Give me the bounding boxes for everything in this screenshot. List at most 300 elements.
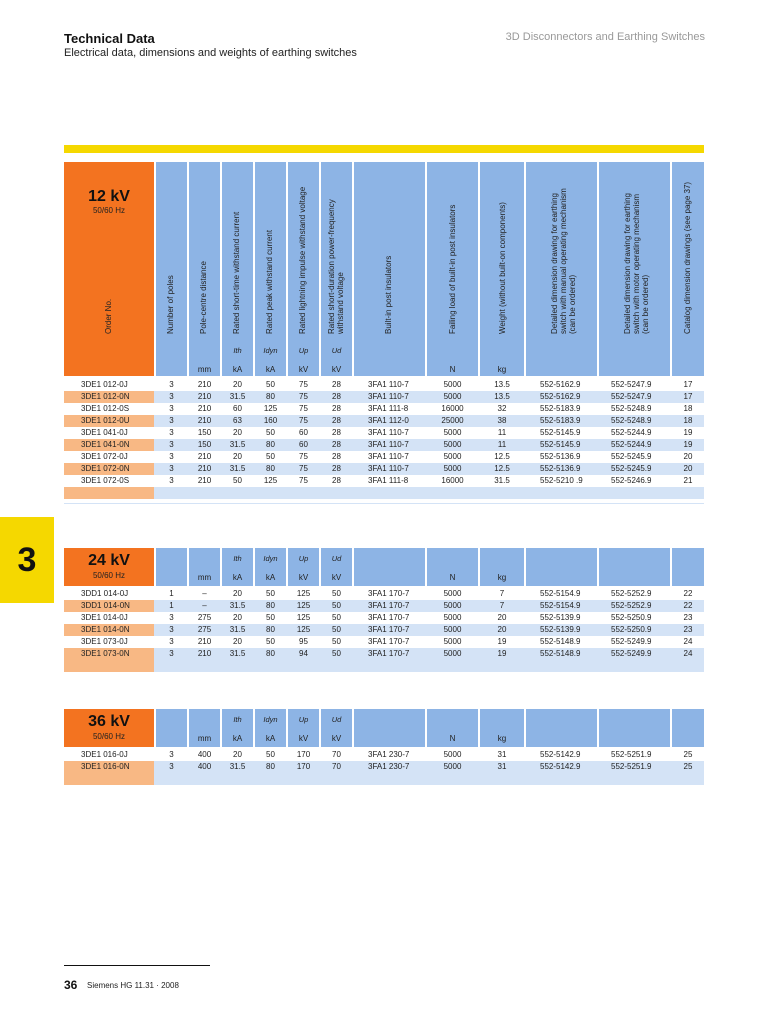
insulator-cell: 3FA1 170-7 <box>368 637 410 646</box>
lightning-cell: 75 <box>299 476 308 485</box>
short-time-cell: 60 <box>233 404 242 413</box>
up-symbol: Up <box>298 554 309 563</box>
centre-cell: 210 <box>197 464 212 473</box>
catalog-drawing-cell: 23 <box>683 613 693 622</box>
manual-drawing-cell: 552-5145.9 <box>540 428 581 437</box>
insulator-cell: 3FA1 110-7 <box>368 380 409 389</box>
lightning-cell: 75 <box>299 404 308 413</box>
poles-cell: 3 <box>169 625 174 634</box>
order-no-cell: 3DE1 016-0J <box>81 750 128 759</box>
manual-label-1: Detailed dimension drawing for earthing <box>550 193 559 334</box>
failing-header <box>427 709 478 747</box>
short-time-header <box>222 162 253 376</box>
insulators-label: Built-in post insulators <box>384 255 393 334</box>
poles-cell: 1 <box>169 601 174 610</box>
mm-unit: mm <box>197 734 212 743</box>
order-no-cell: 3DD1 014-0J <box>81 589 129 598</box>
lightning-cell: 94 <box>299 649 308 658</box>
peak-cell: 50 <box>266 637 275 646</box>
table-row <box>64 427 704 439</box>
peak-cell: 80 <box>266 762 275 771</box>
ka-unit: kA <box>265 734 276 743</box>
catalog-drawing-cell: 22 <box>683 601 693 610</box>
table-row <box>64 600 704 612</box>
table-row <box>64 451 704 463</box>
lightning-cell: 60 <box>299 428 308 437</box>
catalog-header <box>672 709 704 747</box>
power-freq-cell: 28 <box>332 440 341 449</box>
frequency-label: 50/60 Hz <box>92 732 126 741</box>
up-symbol: Up <box>298 715 309 724</box>
centre-cell: 400 <box>197 750 212 759</box>
lightning-cell: 125 <box>296 613 311 622</box>
motor-drawing-header <box>599 548 670 586</box>
failing-load-cell: 5000 <box>443 601 462 610</box>
up-symbol: Up <box>298 346 309 355</box>
motor-drawing-cell: 552-5249.9 <box>611 637 652 646</box>
manual-drawing-cell: 552-5210 .9 <box>540 476 583 485</box>
manual-drawing-header <box>526 548 597 586</box>
order-no-cell: 3DE1 072-0S <box>81 476 130 485</box>
table-end-row <box>64 487 704 499</box>
insulator-cell: 3FA1 170-7 <box>368 649 410 658</box>
failing-load-cell: 5000 <box>443 392 462 401</box>
kv-unit: kV <box>331 734 342 743</box>
catalog-drawing-cell: 20 <box>683 464 693 473</box>
centre-cell: – <box>202 601 207 610</box>
weight-cell: 32 <box>497 404 507 413</box>
motor-drawing-header <box>599 162 670 376</box>
chapter-tab: 3 <box>0 517 54 603</box>
motor-drawing-cell: 552-5245.9 <box>611 452 652 461</box>
failing-load-cell: 5000 <box>443 464 462 473</box>
failing-load-cell: 5000 <box>443 750 462 759</box>
ka-unit: kA <box>232 734 243 743</box>
order-no-header: Order No. <box>104 298 113 334</box>
lightning-cell: 75 <box>299 380 308 389</box>
centre-cell: 210 <box>197 637 212 646</box>
insulator-cell: 3FA1 170-7 <box>368 589 410 598</box>
failing-load-cell: 16000 <box>441 476 464 485</box>
idyn-symbol: Idyn <box>263 554 278 563</box>
table-row <box>64 588 704 600</box>
centre-cell: 150 <box>197 428 212 437</box>
insulator-cell: 3FA1 111-8 <box>368 476 409 485</box>
weight-label: Weight (without built-on components) <box>498 202 507 334</box>
centre-label: Pole-centre distance <box>199 261 208 334</box>
insulator-cell: 3FA1 170-7 <box>368 613 410 622</box>
motor-drawing-cell: 552-5248.9 <box>611 404 652 413</box>
publication-ref: Siemens HG 11.31 · 2008 <box>87 981 179 990</box>
centre-cell: 400 <box>197 762 212 771</box>
catalog-drawing-cell: 25 <box>683 750 693 759</box>
ka-unit: kA <box>232 573 243 582</box>
lightning-header <box>288 709 319 747</box>
power-freq-cell: 28 <box>332 392 341 401</box>
catalog-drawing-cell: 17 <box>683 392 693 401</box>
short-time-label: Rated short-time withstand current <box>232 211 241 334</box>
manual-drawing-cell: 552-5162.9 <box>540 380 581 389</box>
failing-load-cell: 5000 <box>443 762 462 771</box>
kv-unit: kV <box>298 573 309 582</box>
failing-load-cell: 5000 <box>443 452 462 461</box>
peak-cell: 125 <box>263 476 278 485</box>
catalog-drawing-cell: 21 <box>683 476 693 485</box>
order-no-cell: 3DE1 012-0U <box>64 415 154 427</box>
section-heading: 3D Disconnectors and Earthing Switches <box>505 31 705 43</box>
catalog-drawing-cell: 22 <box>683 589 693 598</box>
motor-drawing-cell: 552-5247.9 <box>611 380 652 389</box>
power-freq-cell: 50 <box>332 625 341 634</box>
voltage-label: 24 kV <box>88 552 130 569</box>
kv-unit: kV <box>298 365 309 374</box>
motor-drawing-header <box>599 709 670 747</box>
kg-unit: kg <box>497 365 507 374</box>
short-time-cell: 50 <box>233 476 242 485</box>
poles-header <box>156 548 187 586</box>
table-row <box>64 475 704 487</box>
poles-cell: 3 <box>169 452 174 461</box>
order-no-filler <box>64 487 154 499</box>
catalog-header <box>672 548 704 586</box>
weight-cell: 31.5 <box>494 476 510 485</box>
table-row <box>64 415 704 427</box>
motor-drawing-cell: 552-5244.9 <box>611 440 652 449</box>
table-row <box>64 379 704 391</box>
poles-cell: 1 <box>169 589 174 598</box>
order-no-cell: 3DE1 041-0N <box>64 439 154 451</box>
order-no-cell: 3DE1 012-0J <box>81 380 128 389</box>
short-time-cell: 20 <box>233 380 242 389</box>
kv-unit: kV <box>298 734 309 743</box>
insulator-cell: 3FA1 110-7 <box>368 440 409 449</box>
catalog-label: Catalog dimension drawings (see page 37) <box>683 181 692 334</box>
short-time-cell: 20 <box>233 750 242 759</box>
power-freq-header <box>321 548 352 586</box>
short-time-cell: 20 <box>233 452 242 461</box>
manual-label-3: (can be ordered) <box>568 274 577 334</box>
weight-cell: 7 <box>499 589 505 598</box>
catalog-header <box>672 162 704 376</box>
motor-drawing-cell: 552-5251.9 <box>611 762 652 771</box>
peak-cell: 160 <box>263 416 278 425</box>
manual-drawing-cell: 552-5183.9 <box>540 416 581 425</box>
peak-cell: 50 <box>266 589 275 598</box>
short-time-header <box>222 548 253 586</box>
poles-cell: 3 <box>169 637 174 646</box>
motor-drawing-cell: 552-5248.9 <box>611 416 652 425</box>
poles-cell: 3 <box>169 428 174 437</box>
centre-cell: 210 <box>197 416 212 425</box>
catalog-drawing-cell: 25 <box>683 762 693 771</box>
manual-drawing-cell: 552-5154.9 <box>540 601 581 610</box>
order-no-cell: 3DE1 072-0J <box>81 452 128 461</box>
weight-header <box>480 548 524 586</box>
centre-cell: 210 <box>197 649 212 658</box>
peak-cell: 50 <box>266 452 275 461</box>
failing-load-cell: 5000 <box>443 589 462 598</box>
manual-drawing-cell: 552-5148.9 <box>540 637 581 646</box>
motor-drawing-cell: 552-5252.9 <box>611 589 652 598</box>
order-no-cell: 3DE1 073-0J <box>81 637 128 646</box>
power-freq-cell: 28 <box>332 404 341 413</box>
voltage-cell <box>64 709 154 747</box>
weight-cell: 11 <box>497 428 507 437</box>
centre-header <box>189 709 220 747</box>
manual-drawing-cell: 552-5136.9 <box>540 464 581 473</box>
short-time-cell: 31.5 <box>229 762 246 771</box>
poles-cell: 3 <box>169 649 174 658</box>
ka-unit: kA <box>265 365 276 374</box>
table-row <box>64 391 704 403</box>
insulator-cell: 3FA1 110-7 <box>368 464 409 473</box>
insulator-cell: 3FA1 112-0 <box>368 416 409 425</box>
peak-cell: 50 <box>266 613 275 622</box>
lightning-cell: 125 <box>296 589 311 598</box>
manual-drawing-header <box>526 709 597 747</box>
short-time-header <box>222 709 253 747</box>
motor-drawing-cell: 552-5245.9 <box>611 464 652 473</box>
poles-header <box>156 162 187 376</box>
mm-unit: mm <box>197 365 212 374</box>
weight-cell: 7 <box>499 601 505 610</box>
failing-header <box>427 162 478 376</box>
weight-cell: 20 <box>497 625 507 634</box>
poles-cell: 3 <box>169 762 174 771</box>
power-freq-cell: 28 <box>332 380 341 389</box>
order-no-cell: 3DE1 041-0J <box>81 428 128 437</box>
failing-load-cell: 5000 <box>443 440 462 449</box>
short-time-cell: 63 <box>233 416 242 425</box>
peak-header <box>255 709 286 747</box>
lightning-cell: 125 <box>296 601 311 610</box>
manual-drawing-cell: 552-5183.9 <box>540 404 581 413</box>
weight-cell: 13.5 <box>494 392 510 401</box>
order-no-cell: 3DE1 012-0S <box>81 404 130 413</box>
order-no-cell: 3DE1 014-0J <box>81 613 128 622</box>
peak-cell: 80 <box>266 625 275 634</box>
centre-header <box>189 548 220 586</box>
manual-drawing-cell: 552-5139.9 <box>540 613 581 622</box>
voltage-cell <box>64 162 154 376</box>
n-unit: N <box>449 573 456 582</box>
weight-cell: 12.5 <box>494 464 510 473</box>
table-end-row <box>64 773 704 785</box>
lightning-cell: 75 <box>299 392 308 401</box>
n-unit: N <box>449 365 456 374</box>
insulators-header <box>354 162 425 376</box>
failing-load-cell: 5000 <box>443 428 462 437</box>
page-number: 36 <box>64 978 78 992</box>
peak-header <box>255 162 286 376</box>
centre-cell: 275 <box>197 625 212 634</box>
weight-cell: 19 <box>497 637 507 646</box>
centre-cell: 210 <box>197 476 212 485</box>
order-no-cell: 3DD1 014-0N <box>64 600 154 612</box>
page-title: Technical Data <box>64 31 155 46</box>
ka-unit: kA <box>265 573 276 582</box>
power-freq-cell: 50 <box>332 649 341 658</box>
centre-cell: 210 <box>197 452 212 461</box>
insulator-cell: 3FA1 170-7 <box>368 601 410 610</box>
centre-cell: 210 <box>197 392 212 401</box>
insulator-cell: 3FA1 110-7 <box>368 452 409 461</box>
peak-label: Rated peak withstand current <box>265 229 274 334</box>
failing-label: Failing load of built-in post insulators <box>448 204 457 334</box>
insulator-cell: 3FA1 110-7 <box>368 428 409 437</box>
poles-cell: 3 <box>169 380 174 389</box>
footer-rule <box>64 965 210 966</box>
failing-load-cell: 25000 <box>441 416 464 425</box>
frequency-label: 50/60 Hz <box>92 571 126 580</box>
order-no-filler <box>64 660 154 672</box>
failing-load-cell: 5000 <box>443 649 462 658</box>
insulator-cell: 3FA1 111-8 <box>368 404 409 413</box>
motor-drawing-cell: 552-5250.9 <box>611 625 652 634</box>
manual-drawing-cell: 552-5154.9 <box>540 589 581 598</box>
motor-drawing-cell: 552-5244.9 <box>611 428 652 437</box>
idyn-symbol: Idyn <box>263 346 278 355</box>
insulator-cell: 3FA1 230-7 <box>368 762 410 771</box>
n-unit: N <box>449 734 456 743</box>
order-no-cell: 3DE1 016-0N <box>64 761 154 773</box>
lightning-cell: 75 <box>299 452 308 461</box>
ud-symbol: Ud <box>331 346 342 355</box>
failing-header <box>427 548 478 586</box>
peak-cell: 80 <box>266 392 275 401</box>
peak-header <box>255 548 286 586</box>
short-time-cell: 31.5 <box>229 464 246 473</box>
table-row <box>64 463 704 475</box>
motor-drawing-cell: 552-5247.9 <box>611 392 652 401</box>
centre-header <box>189 162 220 376</box>
table-row <box>64 761 704 773</box>
power-freq-cell: 50 <box>332 613 341 622</box>
lightning-cell: 95 <box>299 637 308 646</box>
manual-drawing-cell: 552-5142.9 <box>540 750 581 759</box>
table-row <box>64 612 704 624</box>
table-row <box>64 403 704 415</box>
peak-cell: 50 <box>266 380 275 389</box>
power-freq-cell: 28 <box>332 428 341 437</box>
motor-label-1: Detailed dimension drawing for earthing <box>623 193 632 334</box>
power-freq-cell: 28 <box>332 452 341 461</box>
catalog-drawing-cell: 17 <box>683 380 693 389</box>
manual-drawing-cell: 552-5139.9 <box>540 625 581 634</box>
order-no-cell: 3DE1 073-0N <box>64 648 154 660</box>
table-row <box>64 439 704 451</box>
peak-cell: 80 <box>266 649 275 658</box>
manual-drawing-cell: 552-5162.9 <box>540 392 581 401</box>
voltage-cell <box>64 548 154 586</box>
table-end-row <box>64 660 704 672</box>
power-freq-label-1: Rated short-duration power-frequency <box>327 199 336 334</box>
poles-cell: 3 <box>169 613 174 622</box>
power-freq-header <box>321 162 352 376</box>
short-time-cell: 31.5 <box>229 440 246 449</box>
peak-cell: 125 <box>263 404 278 413</box>
insulators-header <box>354 709 425 747</box>
short-time-cell: 20 <box>233 637 242 646</box>
power-freq-cell: 70 <box>332 762 341 771</box>
catalog-drawing-cell: 20 <box>683 452 693 461</box>
motor-drawing-cell: 552-5252.9 <box>611 601 652 610</box>
insulator-cell: 3FA1 230-7 <box>368 750 410 759</box>
lightning-header <box>288 162 319 376</box>
short-time-cell: 20 <box>233 613 242 622</box>
motor-drawing-cell: 552-5250.9 <box>611 613 652 622</box>
manual-drawing-cell: 552-5136.9 <box>540 452 581 461</box>
catalog-drawing-cell: 19 <box>683 440 693 449</box>
voltage-label: 12 kV <box>88 188 130 205</box>
power-freq-label-2: withstand voltage <box>336 272 345 334</box>
power-freq-cell: 28 <box>332 476 341 485</box>
motor-label-3: (can be ordered) <box>641 274 650 334</box>
catalog-drawing-cell: 24 <box>683 637 693 646</box>
lightning-cell: 75 <box>299 416 308 425</box>
short-time-cell: 20 <box>233 589 242 598</box>
poles-cell: 3 <box>169 404 174 413</box>
weight-header <box>480 709 524 747</box>
poles-cell: 3 <box>169 440 174 449</box>
table-row <box>64 624 704 636</box>
short-time-cell: 31.5 <box>229 649 246 658</box>
poles-cell: 3 <box>169 392 174 401</box>
peak-cell: 80 <box>266 464 275 473</box>
kv-unit: kV <box>331 365 342 374</box>
motor-drawing-cell: 552-5251.9 <box>611 750 652 759</box>
idyn-symbol: Idyn <box>263 715 278 724</box>
weight-cell: 12.5 <box>494 452 510 461</box>
poles-cell: 3 <box>169 416 174 425</box>
peak-cell: 80 <box>266 440 275 449</box>
catalog-drawing-cell: 19 <box>683 428 693 437</box>
kg-unit: kg <box>497 573 507 582</box>
lightning-header <box>288 548 319 586</box>
weight-cell: 13.5 <box>494 380 510 389</box>
motor-drawing-cell: 552-5249.9 <box>611 649 652 658</box>
centre-cell: 275 <box>197 613 212 622</box>
manual-drawing-header <box>526 162 597 376</box>
short-time-cell: 31.5 <box>229 601 246 610</box>
order-no-filler <box>64 773 154 785</box>
table-row <box>64 749 704 761</box>
failing-load-cell: 5000 <box>443 380 462 389</box>
poles-cell: 3 <box>169 476 174 485</box>
ith-symbol: Ith <box>233 715 242 724</box>
kv-unit: kV <box>331 573 342 582</box>
kg-unit: kg <box>497 734 507 743</box>
manual-drawing-cell: 552-5142.9 <box>540 762 581 771</box>
power-freq-cell: 28 <box>332 416 341 425</box>
ud-symbol: Ud <box>331 715 342 724</box>
failing-load-cell: 5000 <box>443 637 462 646</box>
power-freq-cell: 50 <box>332 601 341 610</box>
short-time-cell: 20 <box>233 428 242 437</box>
peak-cell: 50 <box>266 428 275 437</box>
poles-cell: 3 <box>169 464 174 473</box>
failing-load-cell: 5000 <box>443 613 462 622</box>
lightning-label: Rated lightning impulse withstand voltage <box>298 186 307 334</box>
power-freq-cell: 70 <box>332 750 341 759</box>
lightning-cell: 125 <box>296 625 311 634</box>
centre-cell: 150 <box>197 440 212 449</box>
failing-load-cell: 5000 <box>443 625 462 634</box>
centre-cell: 210 <box>197 404 212 413</box>
lightning-cell: 170 <box>296 762 311 771</box>
poles-header <box>156 709 187 747</box>
lightning-cell: 60 <box>299 440 308 449</box>
